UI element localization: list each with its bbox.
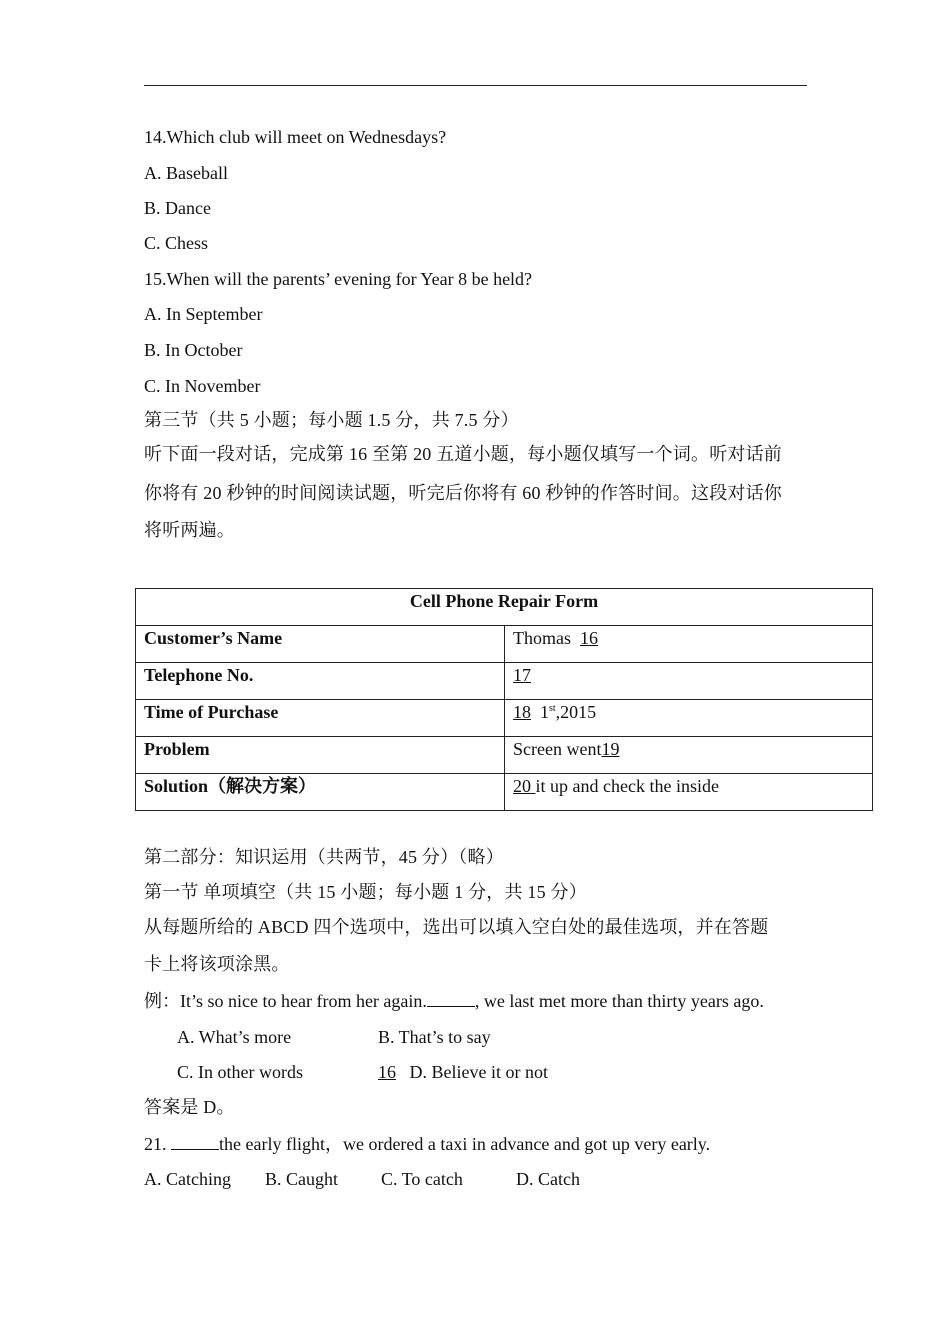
form-value [505,663,873,700]
form-value [505,737,873,774]
question-21 [144,1133,710,1155]
part-2-instruction-1: 从每题所给的 ABCD 四个选项中，选出可以填入空白处的最佳选项，并在答题 [144,917,769,937]
blank-18: 18 [513,702,531,722]
example-answer: 答案是 D。 [144,1097,235,1117]
example-option-d-mark: 16 [378,1062,396,1082]
example-option-b: B. That’s to say [378,1027,491,1047]
blank-16: 16 [580,628,598,648]
section-3-instruction-1: 听下面一段对话，完成第 16 至第 20 五道小题，每小题仅填写一个词。听对话前 [144,444,782,464]
form-label: Problem [136,737,505,774]
form-value [505,700,873,737]
q15-option-c: C. In November [144,376,261,396]
form-value-text: Screen went [513,739,602,759]
form-label: Customer’s Name [136,626,505,663]
question-15: 15.When will the parents’ evening for Year 8 be held? [144,269,533,289]
header-rule [144,85,807,86]
q21-number: 21. [144,1134,167,1154]
q21-text: the early flight，we ordered a taxi in advance and got up very early. [219,1134,711,1154]
example-option-a: A. What’s more [177,1027,292,1047]
blank-19: 19 [601,739,620,759]
form-value-text: Thomas [513,628,571,648]
q21-option-d: D. Catch [516,1169,580,1189]
example-blank [427,990,475,1007]
q15-option-a: A. In September [144,304,263,324]
blank-20: 20 [513,776,531,796]
example-question [144,990,764,1012]
section-3-instruction-2: 你将有 20 秒钟的时间阅读试题，听完后你将有 60 秒钟的作答时间。这段对话你 [144,483,782,503]
q21-option-b: B. Caught [265,1169,339,1189]
part-2-title: 第二部分：知识运用（共两节，45 分）（略） [144,847,504,867]
form-title: Cell Phone Repair Form [136,589,873,626]
form-row-customer-name [136,626,873,663]
section-3-title: 第三节（共 5 小题；每小题 1.5 分，共 7.5 分） [144,410,519,430]
form-label: Solution（解决方案） [136,774,505,811]
q14-option-c: C. Chess [144,233,209,253]
repair-form-table [135,588,873,811]
question-14: 14.Which club will meet on Wednesdays? [144,127,447,147]
form-row-telephone [136,663,873,700]
example-option-d [378,1061,548,1083]
purchase-year: ,2015 [555,702,597,722]
q14-option-a: A. Baseball [144,163,228,183]
example-suffix: , we last met more than thirty years ago. [474,991,764,1011]
blank-17: 17 [513,665,531,685]
purchase-day: 1 [540,702,549,722]
section-3-instruction-3: 将听两遍。 [144,520,235,540]
q21-option-a: A. Catching [144,1169,231,1189]
form-header-row [136,589,873,626]
form-value-text: it up and check the inside [535,776,719,796]
form-row-problem [136,737,873,774]
part-2-instruction-2: 卡上将该项涂黑。 [144,954,290,974]
example-option-c: C. In other words [177,1062,303,1082]
q21-blank [171,1133,219,1150]
form-value [505,626,873,663]
example-option-d-text: D. Believe it or not [409,1062,548,1082]
form-row-time-of-purchase [136,700,873,737]
form-label: Time of Purchase [136,700,505,737]
q15-option-b: B. In October [144,340,243,360]
form-row-solution [136,774,873,811]
form-label: Telephone No. [136,663,505,700]
purchase-day-suffix: st [549,703,556,714]
example-prefix: 例：It’s so nice to hear from her again. [144,991,427,1011]
q14-option-b: B. Dance [144,198,211,218]
part-2-section-1-title: 第一节 单项填空（共 15 小题；每小题 1 分，共 15 分） [144,882,587,902]
form-value [505,774,873,811]
q21-option-c: C. To catch [381,1169,463,1189]
